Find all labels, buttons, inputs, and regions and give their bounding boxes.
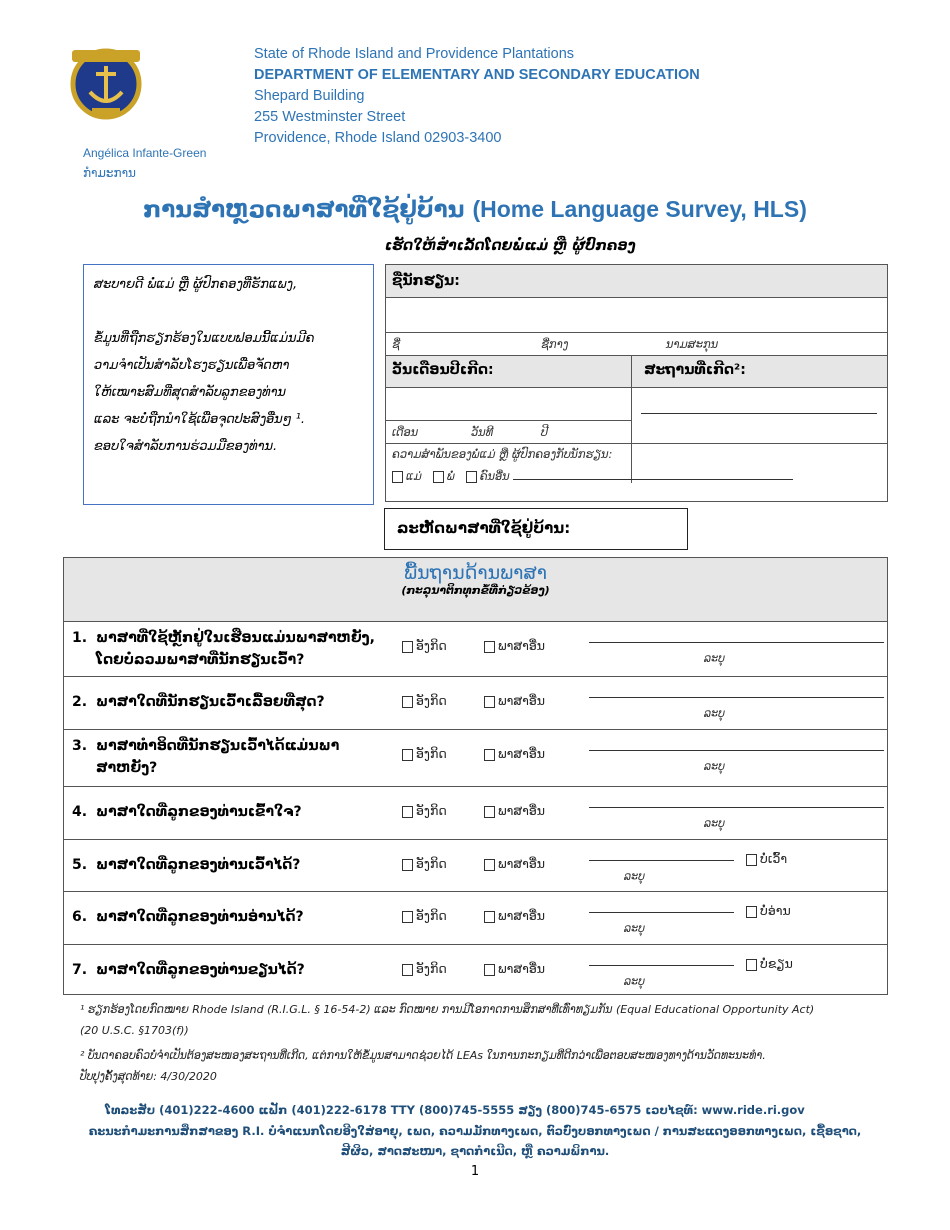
specify-caption: ລະບຸ [624,975,645,988]
english-label: ອັງກິດ [416,908,447,923]
english-checkbox[interactable] [402,859,413,871]
other-language-label: ພາສາອື່ນ [498,961,545,976]
english-checkbox[interactable] [402,911,413,923]
other-relation-label: ຄົນອື່ນ [479,469,510,483]
day-caption: ວັນທີ [471,425,494,439]
other-language-label: ພາສາອື່ນ [498,908,545,923]
other-language-label: ພາສາອື່ນ [498,693,545,708]
none-label: ບໍ່ຂຽນ [760,956,793,971]
footnote-1: ¹ ຮຽກຮ້ອງໂດຍກົດໝາຍ Rhode Island (R.I.G.L. § 16-54-2) ແລະ ກົດໝາຍ ການມີໂອກາດການສຶກສາທີ່ເທົ່າທຽມກັນ (Equal Educational Opportunity Act) [80,1003,815,1016]
other-language-checkbox[interactable] [484,696,495,708]
specify-caption: ລະບຸ [704,707,725,720]
other-language-label: ພາສາອື່ນ [498,638,545,653]
question-text: 6. ພາສາໃດທີ່ລູກຂອງທ່ານອ່ານໄດ້? [72,909,304,925]
commissioner-name: Angélica Infante-Green [83,146,207,160]
student-info-table [385,264,888,502]
english-label: ອັງກິດ [416,693,447,708]
specify-field[interactable] [589,807,884,808]
specify-caption: ລະບຸ [704,760,725,773]
state-name: State of Rhode Island and Providence Plantations [254,46,575,62]
student-name-label: ຊື່ນັກຮຽນ: [386,265,887,298]
question-text: 7. ພາສາໃດທີ່ລູກຂອງທ່ານຂຽນໄດ້? [72,962,305,978]
section-subtitle: (ກະລຸນາຕິກທຸກຂໍ້ທີ່ກ່ຽວຂ້ອງ) [401,584,550,597]
other-language-label: ພາສາອື່ນ [498,746,545,761]
other-language-checkbox[interactable] [484,641,495,653]
footer-contact: ໂທລະສັບ (401)222-4600 ແຟັກ (401)222-6178 TTY (800)745-5555 ສຽງ (800)745-6575 ເວບໄຊທ໌: www.ride.ri.gov [105,1103,805,1117]
specify-field[interactable] [589,750,884,751]
question-row [64,839,887,891]
english-checkbox[interactable] [402,749,413,761]
english-checkbox[interactable] [402,806,413,818]
question-text: 3. ພາສາທຳອິດທີ່ນັກຮຽນເວົ້າໄດ້ແມ່ນພາ ສາຫຍັງ? [72,738,340,776]
year-caption: ປີ [541,425,548,439]
footer-nondiscrimination-cont: ສີຜິວ, ສາດສະໜາ, ຊາດກຳເນີດ, ຫຼື ຄວາມພິການ. [340,1144,610,1158]
specify-caption: ລະບຸ [624,922,645,935]
lang-code-label: ລະຫັດພາສາທີ່ໃຊ້ຢູ່ບ້ານ: [397,519,571,537]
page-title: ການສຳຫຼວດພາສາທີ່ໃຊ້ຢູ່ບ້ານ (Home Language Survey, HLS) [143,196,807,223]
other-language-label: ພາສາອື່ນ [498,803,545,818]
street: 255 Westminster Street [254,109,406,125]
footer-nondiscrimination: ຄະນະກຳມະການສຶກສາຂອງ R.I. ບໍ່ຈຳແນກໂດຍອີງໃສ່ອາຍຸ, ເພດ, ຄວາມມັກທາງເພດ, ຕົວບົ່ງບອກທາງເພດ / ການສະແດງອອກທາງເພດ, ເຊື້ອຊາດ, [88,1124,862,1138]
specify-caption: ລະບຸ [704,652,725,665]
none-checkbox[interactable] [746,854,757,866]
english-label: ອັງກິດ [416,746,447,761]
footnote-1-cont: (20 U.S.C. §1703(f)) [80,1024,189,1037]
question-row [64,676,887,729]
language-background-table [63,557,888,995]
specify-caption: ລະບຸ [704,817,725,830]
question-row [64,729,887,786]
last-updated: ປັບປຸງຄັ້ງສຸດທ້າຍ: 4/30/2020 [80,1070,217,1083]
english-label: ອັງກິດ [416,638,447,653]
english-checkbox[interactable] [402,641,413,653]
question-text: 2. ພາສາໃດທີ່ນັກຮຽນເວົ້າເລື້ອຍທີ່ສຸດ? [72,694,325,710]
state-seal [66,40,146,120]
question-text: 4. ພາສາໃດທີ່ລູກຂອງທ່ານເຂົ້າໃຈ? [72,804,302,820]
specify-field[interactable] [589,642,884,643]
none-label: ບໍ່ເວົ້າ [760,851,788,866]
question-row [64,621,887,676]
middle-name-caption: ຊື່ກາງ [541,337,569,351]
question-row [64,944,887,996]
agency-header [254,44,700,149]
english-label: ອັງກິດ [416,803,447,818]
question-text: 5. ພາສາໃດທີ່ລູກຂອງທ່ານເວົ້າໄດ້? [72,857,301,873]
english-label: ອັງກິດ [416,856,447,871]
section-title: ພື້ນຖານດ້ານພາສາ [404,562,547,584]
first-name-caption: ຊື່ [392,337,400,351]
page-number: 1 [470,1164,480,1179]
mother-checkbox[interactable] [392,471,403,483]
specify-field[interactable] [589,965,734,966]
mother-label: ແມ່ [406,469,422,483]
other-language-checkbox[interactable] [484,859,495,871]
question-row [64,786,887,839]
relation-label: ຄວາມສຳພັນຂອງພໍ່ແມ່ ຫຼື ຜູ້ປົກຄອງກັບນັກຮຽນ: [392,447,613,461]
english-checkbox[interactable] [402,964,413,976]
birthplace-field[interactable] [641,413,877,414]
specify-field[interactable] [589,860,734,861]
footnote-2: ² ບັນດາຄອບຄົວບໍ່ຈຳເປັນຕ້ອງສະໜອງສະຖານທີ່ເກີດ, ແຕ່ການໃຫ້ຂໍ້ມູນສາມາດຊ່ວຍໄດ້ LEAs ໃນການກະກຽມທີ່ດີກວ່າເພື່ອຕອບສະໜອງທາງດ້ານວັດທະນະທຳ. [80,1049,766,1062]
father-label: ພໍ່ [446,469,455,483]
none-label: ບໍ່ອ່ານ [760,903,791,918]
birthplace-label: ສະຖານທີ່ເກີດ²: [644,362,746,378]
none-checkbox[interactable] [746,959,757,971]
other-language-checkbox[interactable] [484,964,495,976]
none-checkbox[interactable] [746,906,757,918]
specify-caption: ລະບຸ [624,870,645,883]
question-text: 1. ພາສາທີ່ໃຊ້ຫຼັກຢູ່ໃນເຮືອນແມ່ນພາສາຫຍັງ, ໂດຍບໍ່ລວມພາສາທີ່ນັກຮຽນເວົ້າ? [72,630,375,668]
department-name: DEPARTMENT OF ELEMENTARY AND SECONDARY EDUCATION [254,67,700,83]
last-name-caption: ນາມສະກຸນ [666,337,719,351]
other-language-checkbox[interactable] [484,749,495,761]
english-checkbox[interactable] [402,696,413,708]
parent-letter: ສະບາຍດີ ພໍ່ແມ່ ຫຼື ຜູ້ປົກຄອງທີ່ຮັກແພງ, ຂໍ້ມູນທີ່ຖືກຮຽກຮ້ອງໃນແບບຟອມນີ້ແມ່ນມີຄ ວາມຈຳເປັນສຳລັບໂຮງຮຽນເພື່ອຈັດຫາ ໃຫ້ເໝາະສົມທີ່ສຸດສຳລັບລູກຂອງທ່ານ ແລະ ຈະບໍ່ຖືກນຳໃຊ້ເພື່ອຈຸດປະສົງອື່ນໆ ¹. ຂອບໃຈສຳລັບການຮ່ວມມືຂອງທ່ານ. [83,264,374,505]
month-caption: ເດືອນ [392,425,419,439]
dob-label: ວັນເດືອນປີເກີດ: [392,362,494,378]
home-language-code-box[interactable] [384,508,688,550]
father-checkbox[interactable] [433,471,444,483]
building: Shepard Building [254,88,365,104]
commissioner-title: ກຳມະການ [83,166,136,180]
other-relation-checkbox[interactable] [466,471,477,483]
other-language-checkbox[interactable] [484,911,495,923]
city: Providence, Rhode Island 02903-3400 [254,130,502,146]
specify-field[interactable] [589,912,734,913]
subtitle: ເຮັດໃຫ້ສຳເລັດໂດຍພໍ່ແມ່ ຫຼື ຜູ້ປົກຄອງ [385,238,636,254]
dob-field[interactable] [386,388,631,421]
other-language-label: ພາສາອື່ນ [498,856,545,871]
english-label: ອັງກິດ [416,961,447,976]
question-row [64,891,887,944]
specify-field[interactable] [589,697,884,698]
student-name-field[interactable] [386,298,887,333]
other-language-checkbox[interactable] [484,806,495,818]
other-relation-field[interactable] [513,479,793,480]
